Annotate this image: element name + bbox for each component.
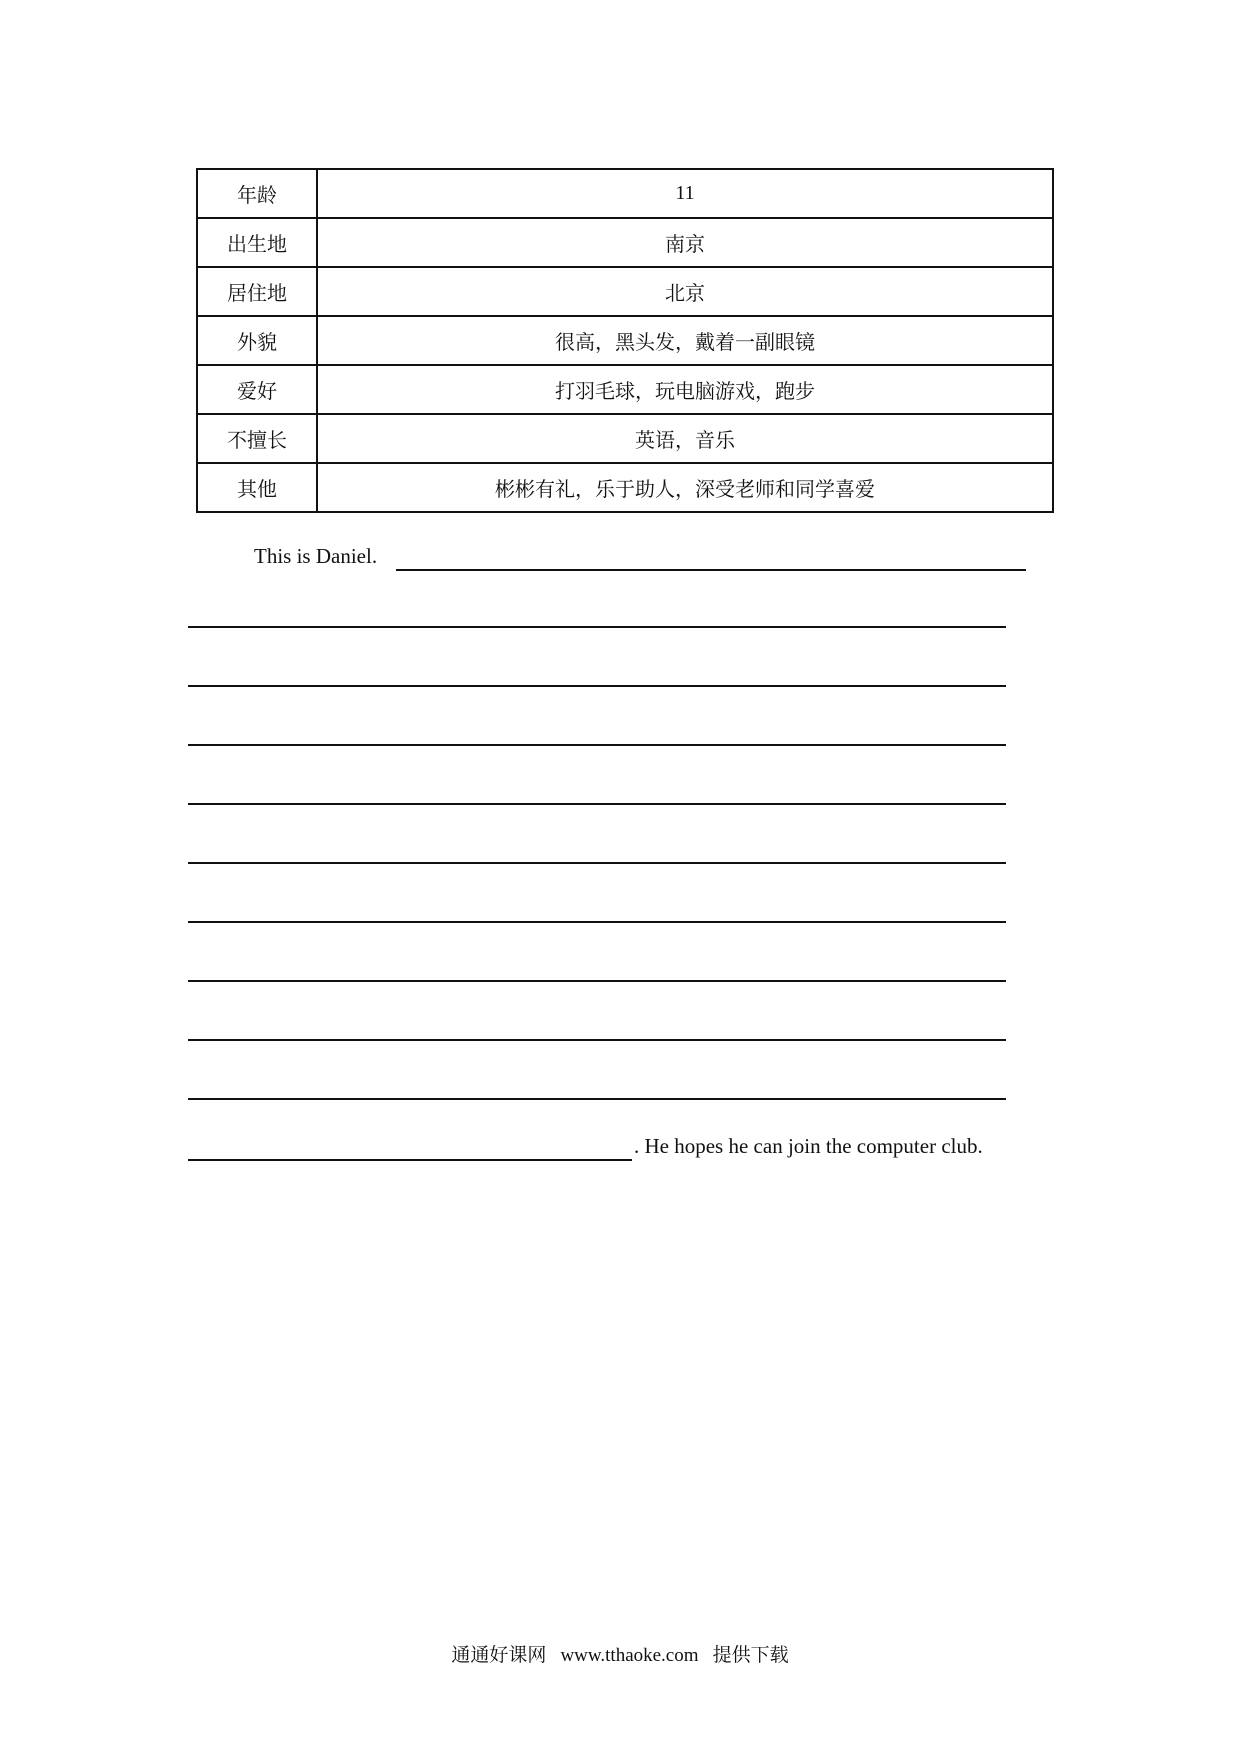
row-label: 出生地 — [197, 218, 317, 267]
table-row — [197, 365, 1053, 414]
table-row — [197, 414, 1053, 463]
answer-line[interactable] — [188, 1039, 1006, 1041]
essay-opening: This is Daniel. — [254, 544, 378, 568]
row-value: 很高，黑头发，戴着一副眼镜 — [317, 316, 1053, 365]
row-label: 爱好 — [197, 365, 317, 414]
row-label: 外貌 — [197, 316, 317, 365]
row-value: 打羽毛球，玩电脑游戏，跑步 — [317, 365, 1053, 414]
answer-line[interactable] — [188, 803, 1006, 805]
table-row — [197, 169, 1053, 218]
row-value: 北京 — [317, 267, 1053, 316]
answer-line[interactable] — [188, 980, 1006, 982]
row-label: 居住地 — [197, 267, 317, 316]
answer-line-first[interactable] — [396, 569, 1026, 571]
table-row — [197, 463, 1053, 512]
table-row — [197, 267, 1053, 316]
answer-line[interactable] — [188, 921, 1006, 923]
footer — [0, 1640, 1240, 1667]
row-value: 11 — [317, 169, 1053, 218]
answer-line[interactable] — [188, 626, 1006, 628]
table-row — [197, 218, 1053, 267]
row-value: 英语，音乐 — [317, 414, 1053, 463]
row-value: 南京 — [317, 218, 1053, 267]
answer-line[interactable] — [188, 744, 1006, 746]
answer-line[interactable] — [188, 862, 1006, 864]
footer-url: www.tthaoke.com — [560, 1645, 699, 1666]
answer-line[interactable] — [188, 685, 1006, 687]
footer-suffix: 提供下载 — [712, 1644, 789, 1666]
footer-site-name: 通通好课网 — [451, 1644, 547, 1666]
row-value: 彬彬有礼，乐于助人，深受老师和同学喜爱 — [317, 463, 1053, 512]
row-label: 其他 — [197, 463, 317, 512]
row-label: 年龄 — [197, 169, 317, 218]
essay-closing: . He hopes he can join the computer club. — [634, 1134, 983, 1158]
profile-table — [196, 168, 1054, 513]
answer-line[interactable] — [188, 1098, 1006, 1100]
answer-line-last[interactable] — [188, 1159, 632, 1161]
row-label: 不擅长 — [197, 414, 317, 463]
table-row — [197, 316, 1053, 365]
